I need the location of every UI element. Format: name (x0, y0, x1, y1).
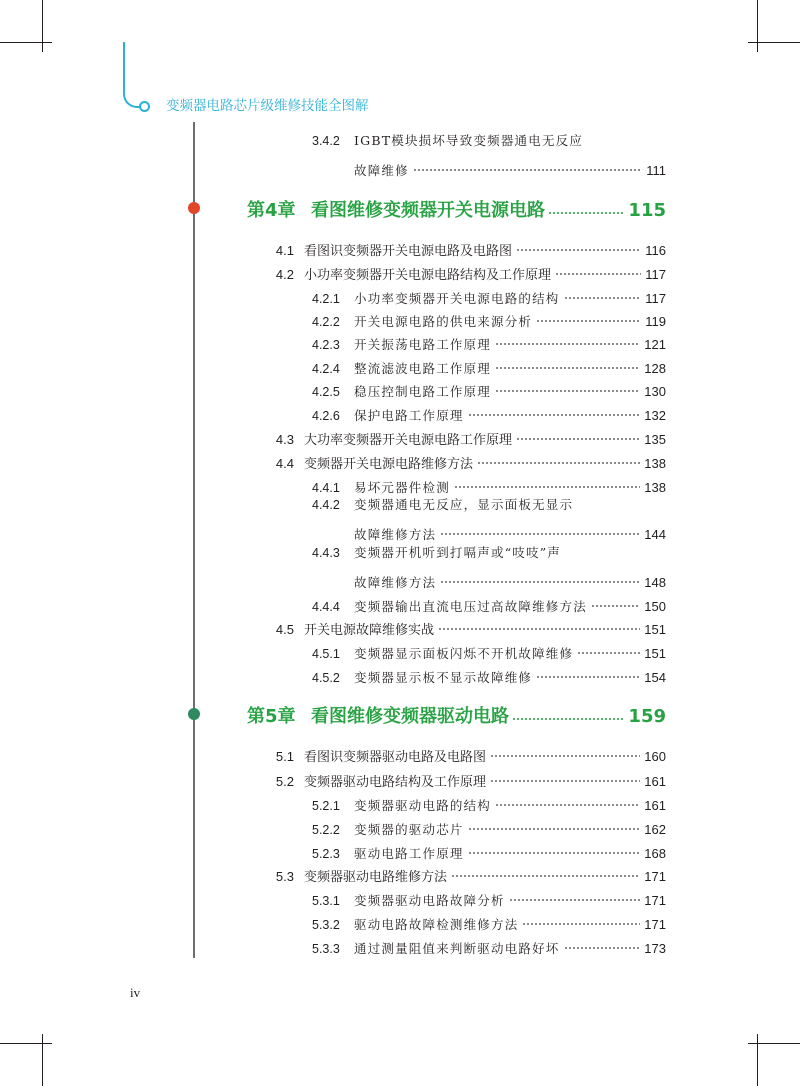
dot-leader (468, 400, 641, 420)
toc-entry (312, 329, 666, 352)
entry-number: 5.2.3 (312, 847, 340, 861)
entry-title: 开关电源电路的供电来源分析 (354, 314, 533, 329)
entry-title: 看图识变频器开关电源电路及电路图 (304, 244, 513, 259)
entry-page: 138 (644, 480, 666, 495)
toc-entry (312, 519, 666, 542)
dot-leader (548, 196, 625, 216)
dot-leader (577, 638, 640, 658)
crop-mark (748, 42, 800, 43)
entry-number: 5.2 (275, 774, 294, 789)
entry-number: 4.4.2 (312, 498, 340, 512)
entry-title: 变频器驱动电路维修方法 (304, 870, 448, 885)
dot-leader (477, 448, 640, 468)
entry-number: 4.5 (275, 622, 294, 637)
entry-number: 5.3.1 (312, 894, 340, 908)
toc-entry (312, 909, 666, 932)
entry-title: 开关电源故障维修实战 (304, 623, 435, 638)
entry-page: 128 (644, 361, 666, 376)
entry-number: 4.2.5 (312, 385, 340, 399)
toc-entry (312, 472, 666, 495)
entry-number: 4.5.1 (312, 647, 340, 661)
crop-mark (757, 0, 758, 52)
crop-mark (42, 1034, 43, 1086)
chapter-heading (247, 702, 666, 730)
entry-number: 5.3.2 (312, 918, 340, 932)
dot-leader (468, 838, 641, 858)
entry-page: 154 (644, 670, 666, 685)
entry-page: 171 (644, 893, 666, 908)
entry-page: 132 (644, 408, 666, 423)
dot-leader (509, 885, 641, 905)
dot-leader (440, 567, 640, 587)
toc-entry (312, 567, 666, 590)
entry-page: 171 (644, 917, 666, 932)
dot-leader (522, 909, 640, 929)
dot-leader (536, 306, 641, 326)
toc-entry (312, 790, 666, 813)
chapter-heading (247, 196, 666, 224)
entry-page: 151 (644, 622, 666, 637)
dot-leader (413, 155, 642, 175)
page-number: iv (130, 985, 141, 1000)
entry-number: 4.2 (275, 267, 294, 282)
toc-entry (247, 766, 666, 790)
dot-leader (512, 702, 625, 722)
entry-title: 驱动电路故障检测维修方法 (354, 917, 519, 932)
dot-leader (591, 591, 640, 611)
entry-number: 4.3 (275, 432, 294, 447)
entry-title: 稳压控制电路工作原理 (354, 384, 492, 399)
entry-number: 4.2.3 (312, 338, 340, 352)
dot-leader (536, 662, 640, 682)
entry-page: 168 (644, 846, 666, 861)
entry-title: 大功率变频器开关电源电路工作原理 (304, 433, 513, 448)
dot-leader (468, 814, 641, 834)
entry-page: 111 (646, 163, 666, 178)
entry-title: 变频器驱动电路结构及工作原理 (304, 775, 487, 790)
entry-number: 4.5.2 (312, 671, 340, 685)
entry-page: 117 (645, 291, 666, 306)
toc-entry (247, 259, 666, 283)
entry-title: 通过测量阻值来判断驱动电路好坏 (354, 941, 560, 956)
entry-title: 整流滤波电路工作原理 (354, 361, 492, 376)
entry-page: 148 (644, 575, 666, 590)
dot-leader (555, 259, 641, 279)
entry-title: 开关振荡电路工作原理 (354, 337, 492, 352)
entry-title: 看图识变频器驱动电路及电路图 (304, 750, 487, 765)
toc-entry (312, 885, 666, 908)
entry-page: 121 (644, 337, 666, 352)
entry-title: 变频器开关电源电路维修方法 (304, 457, 474, 472)
entry-number: 4.4 (275, 456, 294, 471)
header-bracket (123, 42, 141, 108)
entry-title: 驱动电路工作原理 (354, 846, 464, 861)
dot-leader (516, 424, 640, 444)
chapter-page: 115 (628, 200, 666, 221)
toc-entry (312, 400, 666, 423)
crop-mark (0, 42, 52, 43)
entry-page: 119 (645, 314, 666, 329)
entry-page: 138 (644, 456, 666, 471)
entry-title: 变频器的驱动芯片 (354, 822, 464, 837)
entry-number: 5.3 (275, 869, 294, 884)
entry-number: 5.2.1 (312, 799, 340, 813)
toc-entry (312, 495, 666, 515)
entry-page: 151 (644, 646, 666, 661)
toc-entry (312, 591, 666, 614)
entry-number: 4.2.4 (312, 362, 340, 376)
crop-mark (42, 0, 43, 52)
chapter-title: 看图维修变频器开关电源电路 (311, 200, 545, 221)
crop-mark (757, 1034, 758, 1086)
toc-entry (312, 933, 666, 956)
entry-page: 171 (644, 869, 666, 884)
toc-entry (312, 283, 666, 306)
entry-title: 变频器输出直流电压过高故障维修方法 (354, 599, 587, 614)
toc-vertical-line (193, 122, 195, 958)
toc-entry (312, 376, 666, 399)
crop-mark (0, 1043, 52, 1044)
dot-leader (490, 741, 640, 761)
entry-page: 130 (644, 384, 666, 399)
entry-page: 173 (644, 941, 666, 956)
entry-page: 116 (645, 243, 666, 258)
entry-title: 保护电路工作原理 (354, 408, 464, 423)
chapter-number: 第5章 (247, 706, 296, 727)
chapter-page: 159 (628, 706, 666, 727)
toc-entry (247, 614, 666, 638)
toc-entry (247, 235, 666, 259)
toc-entry (247, 448, 666, 472)
entry-number: 5.3.3 (312, 942, 340, 956)
entry-title: 变频器驱动电路的结构 (354, 798, 492, 813)
entry-number: 5.2.2 (312, 823, 340, 837)
dot-leader (490, 766, 640, 786)
entry-page: 160 (644, 749, 666, 764)
dot-leader (438, 614, 640, 634)
entry-number: 4.2.2 (312, 315, 340, 329)
toc-entry (247, 861, 666, 885)
entry-page: 135 (644, 432, 666, 447)
toc-entry (312, 662, 666, 685)
dot-leader (495, 376, 640, 396)
toc-entry (312, 353, 666, 376)
dot-leader (564, 933, 641, 953)
entry-number: 4.4.1 (312, 481, 340, 495)
toc-entry (312, 543, 666, 563)
entry-title: 小功率变频器开关电源电路的结构 (354, 291, 560, 306)
entry-number: 3.4.2 (312, 134, 340, 148)
chapter-number: 第4章 (247, 200, 296, 221)
entry-title: 易坏元器件检测 (354, 480, 450, 495)
dot-leader (495, 353, 640, 373)
entry-page: 150 (644, 599, 666, 614)
entry-page: 162 (644, 822, 666, 837)
entry-title: 故障维修方法 (354, 527, 437, 542)
dot-leader (516, 235, 641, 255)
running-header-title: 变频器电路芯片级维修技能全图解 (166, 98, 369, 114)
chapter-dot-icon (188, 708, 200, 720)
toc-entry (247, 741, 666, 765)
toc-entry (312, 814, 666, 837)
entry-title: 故障维修 (354, 163, 409, 178)
dot-leader (495, 790, 640, 810)
toc-entry (312, 306, 666, 329)
toc-entry (312, 638, 666, 661)
entry-page: 144 (644, 527, 666, 542)
header-dot-icon (139, 101, 150, 112)
entry-title: 变频器驱动电路故障分析 (354, 893, 505, 908)
entry-page: 161 (644, 774, 666, 789)
entry-title: 变频器通电无反应，显示面板无显示 (354, 497, 574, 512)
toc-entry (312, 838, 666, 861)
entry-number: 4.1 (275, 243, 294, 258)
toc-entry (247, 424, 666, 448)
entry-number: 4.2.6 (312, 409, 340, 423)
entry-title: IGBT模块损坏导致变频器通电无反应 (354, 133, 584, 148)
chapter-dot-icon (188, 202, 200, 214)
entry-title: 故障维修方法 (354, 575, 437, 590)
toc-entry (312, 155, 666, 178)
entry-title: 小功率变频器开关电源电路结构及工作原理 (304, 268, 552, 283)
entry-title: 变频器显示板不显示故障维修 (354, 670, 533, 685)
crop-mark (748, 1043, 800, 1044)
entry-title: 变频器开机听到打嗝声或“吱吱”声 (354, 545, 561, 560)
entry-number: 4.4.4 (312, 600, 340, 614)
chapter-title: 看图维修变频器驱动电路 (311, 706, 509, 727)
entry-number: 5.1 (275, 749, 294, 764)
dot-leader (454, 472, 640, 492)
entry-page: 161 (644, 798, 666, 813)
dot-leader (564, 283, 642, 303)
entry-number: 4.4.3 (312, 546, 340, 560)
entry-number: 4.2.1 (312, 292, 340, 306)
entry-title: 变频器显示面板闪烁不开机故障维修 (354, 646, 574, 661)
toc-entry (312, 131, 666, 151)
entry-page: 117 (645, 267, 666, 282)
dot-leader (495, 329, 640, 349)
dot-leader (451, 861, 640, 881)
dot-leader (440, 519, 640, 539)
